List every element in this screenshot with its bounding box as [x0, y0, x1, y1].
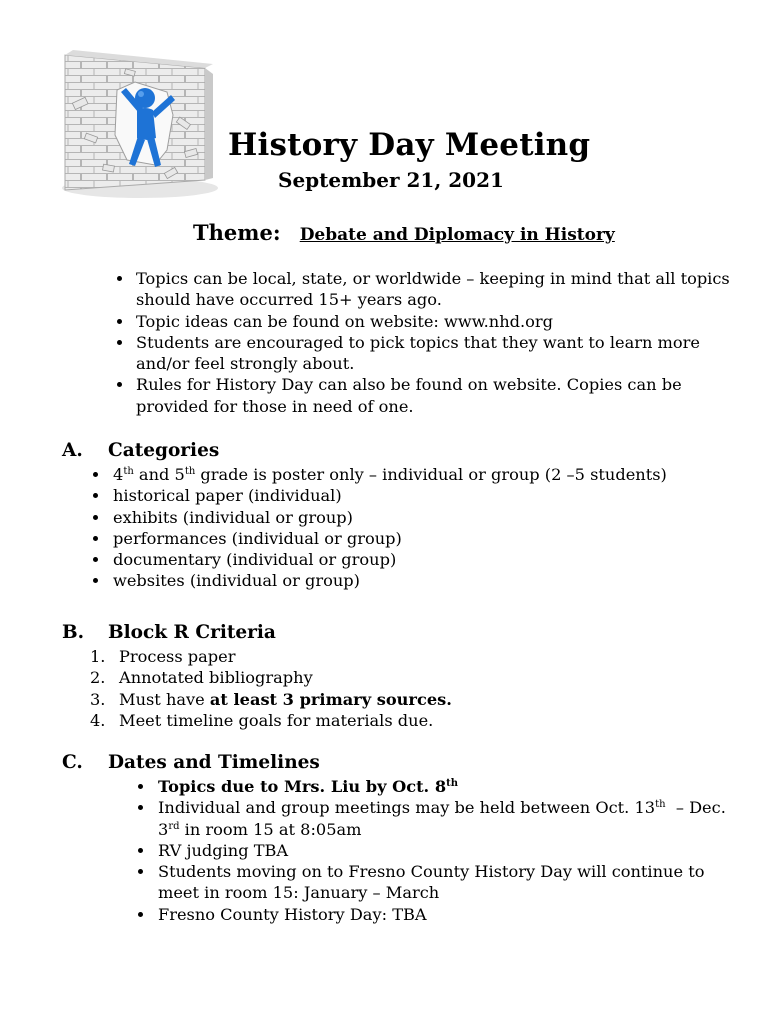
section-letter: C.	[62, 752, 83, 773]
section-heading-criteria	[62, 622, 276, 643]
list-item: Students are encouraged to pick topics that they want to learn more and/or feel strongly about.	[136, 332, 736, 375]
categories-list	[113, 464, 733, 592]
list-item: exhibits (individual or group)	[113, 507, 733, 528]
dates-list	[158, 776, 733, 925]
list-item: 4th and 5th grade is poster only – individual or group (2 –5 students)	[113, 464, 733, 485]
list-item: Topics due to Mrs. Liu by Oct. 8th	[158, 776, 733, 797]
section-title: Categories	[108, 440, 220, 461]
list-item: performances (individual or group)	[113, 528, 733, 549]
section-heading-dates	[62, 752, 320, 773]
list-item: Topics can be local, state, or worldwide – keeping in mind that all topics should have occurred 15+ years ago.	[136, 268, 736, 311]
list-item: Rules for History Day can also be found on website. Copies can be provided for those in need of one.	[136, 374, 736, 417]
section-title: Block R Criteria	[108, 622, 276, 643]
section-heading-categories	[62, 440, 219, 461]
intro-bullet-list	[136, 268, 736, 417]
brick-wall-clipart	[55, 40, 220, 200]
list-item: 4. Meet timeline goals for materials due.	[90, 710, 434, 730]
theme-label: Theme:	[193, 220, 281, 245]
list-item: 3. Must have at least 3 primary sources.	[90, 689, 452, 709]
theme-value: Debate and Diplomacy in History	[299, 225, 615, 245]
list-item: documentary (individual or group)	[113, 549, 733, 570]
document-title: History Day Meeting	[228, 127, 591, 163]
theme-row	[193, 220, 615, 245]
list-item: Individual and group meetings may be held between Oct. 13th – Dec. 3rd in room 15 at 8:05am	[158, 798, 732, 839]
list-item: Students moving on to Fresno County History Day will continue to meet in room 15: January – March	[158, 861, 733, 904]
list-item: websites (individual or group)	[113, 570, 733, 591]
section-letter: A.	[62, 440, 83, 461]
section-title: Dates and Timelines	[108, 752, 320, 773]
list-item: 2. Annotated bibliography	[90, 668, 313, 688]
list-item: RV judging TBA	[158, 840, 733, 861]
section-letter: B.	[62, 622, 85, 643]
list-item: historical paper (individual)	[113, 485, 733, 506]
list-item: Fresno County History Day: TBA	[158, 904, 733, 925]
list-item: Topic ideas can be found on website: www.nhd.org	[136, 311, 736, 332]
meeting-date: September 21, 2021	[278, 168, 504, 192]
list-item: 1. Process paper	[90, 647, 236, 666]
criteria-list	[90, 646, 710, 731]
